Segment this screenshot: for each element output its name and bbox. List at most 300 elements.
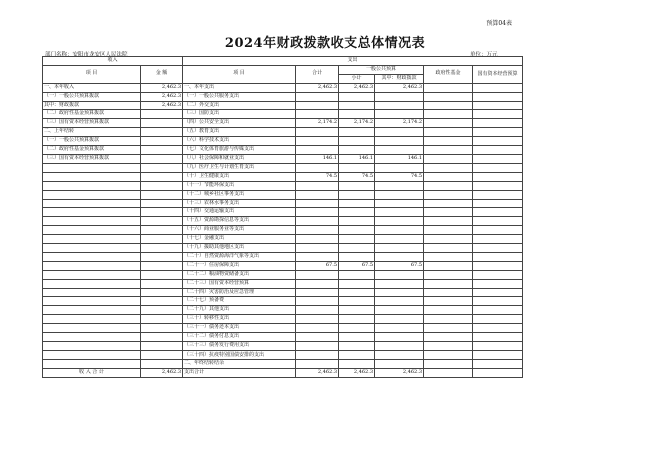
total-cell	[296, 146, 339, 155]
income-item-cell	[43, 306, 141, 315]
state-capital-cell	[473, 137, 523, 146]
table-row	[43, 208, 523, 217]
expense-item-cell: （三十）转移性支出	[183, 315, 296, 324]
income-amount-cell	[141, 217, 183, 226]
form-code: 预算04表	[486, 20, 512, 27]
expense-item-cell: （三十三）债务发行费用支出	[183, 342, 296, 351]
fiscal-cell	[375, 252, 424, 261]
fiscal-cell	[375, 279, 424, 288]
fiscal-cell	[375, 315, 424, 324]
gov-fund-cell	[424, 315, 473, 324]
income-amount-cell	[141, 306, 183, 315]
expense-item-cell: （十三）农林水事务支出	[183, 199, 296, 208]
table-row	[43, 110, 523, 119]
table-row	[43, 217, 523, 226]
income-item-cell	[43, 324, 141, 333]
state-capital-cell	[473, 333, 523, 342]
state-capital-cell	[473, 244, 523, 253]
total-cell	[296, 217, 339, 226]
table-row	[43, 119, 523, 128]
state-capital-cell	[473, 163, 523, 172]
fiscal-cell	[375, 333, 424, 342]
total-cell	[296, 101, 339, 110]
state-capital-cell	[473, 146, 523, 155]
expense-item-header: 项 目	[183, 65, 296, 83]
fiscal-cell	[375, 208, 424, 217]
expense-item-cell: （一）一般公共服务支出	[183, 92, 296, 101]
header-row-1	[43, 57, 523, 66]
state-capital-cell	[473, 315, 523, 324]
page-title: 2024年财政拨款收支总体情况表	[224, 36, 426, 51]
table-row	[43, 226, 523, 235]
total-header: 合计	[296, 65, 339, 83]
gov-fund-cell	[424, 244, 473, 253]
income-item-cell	[43, 342, 141, 351]
income-amount-cell	[141, 279, 183, 288]
fiscal-cell: 67.5	[375, 261, 424, 270]
table-row	[43, 163, 523, 172]
table-row	[43, 261, 523, 270]
table-row	[43, 172, 523, 181]
income-amount-cell	[141, 110, 183, 119]
fiscal-cell	[375, 235, 424, 244]
fiscal-cell	[375, 342, 424, 351]
state-capital-cell	[473, 252, 523, 261]
income-amount-cell	[141, 359, 183, 368]
expense-item-cell: （三十四）抗疫特别国债安排的支出	[183, 350, 296, 359]
income-item-cell: （一）一般公共预算拨款	[43, 137, 141, 146]
gov-fund-cell	[424, 217, 473, 226]
gov-fund-cell	[424, 199, 473, 208]
income-item-cell	[43, 288, 141, 297]
total-cell	[296, 190, 339, 199]
gov-fund-cell	[424, 288, 473, 297]
expense-item-cell: （五）教育支出	[183, 128, 296, 137]
income-amount-cell	[141, 181, 183, 190]
income-item-cell: （三）国有资本经营预算拨款	[43, 154, 141, 163]
table-row	[43, 235, 523, 244]
fiscal-cell	[375, 110, 424, 119]
subtotal-cell	[339, 110, 375, 119]
expense-item-cell: （六）科学技术支出	[183, 137, 296, 146]
table-row	[43, 146, 523, 155]
totals-row	[43, 368, 523, 377]
subtotal-cell: 2,174.2	[339, 119, 375, 128]
subtotal-cell	[339, 315, 375, 324]
income-item-cell	[43, 163, 141, 172]
total-cell	[296, 252, 339, 261]
state-capital-cell	[473, 119, 523, 128]
income-item-cell	[43, 244, 141, 253]
fiscal-cell	[375, 244, 424, 253]
table-row	[43, 128, 523, 137]
subtotal-cell	[339, 324, 375, 333]
state-capital-cell	[473, 324, 523, 333]
income-item-cell	[43, 359, 141, 368]
state-capital-cell	[473, 217, 523, 226]
fiscal-cell	[375, 190, 424, 199]
income-amount-cell	[141, 154, 183, 163]
state-capital-cell	[473, 199, 523, 208]
expense-item-cell: （二十四）灾害防治及应急管理	[183, 288, 296, 297]
expense-item-cell: （八）社会保障和就业支出	[183, 154, 296, 163]
subtotal-cell	[339, 244, 375, 253]
fiscal-total-amount: 2,462.3	[375, 368, 424, 377]
state-capital-cell	[473, 350, 523, 359]
income-amount-cell	[141, 146, 183, 155]
expense-item-cell: （三）国防支出	[183, 110, 296, 119]
fiscal-cell	[375, 163, 424, 172]
state-capital-cell	[473, 190, 523, 199]
subtotal-cell	[339, 306, 375, 315]
total-cell: 2,174.2	[296, 119, 339, 128]
subtotal-cell	[339, 146, 375, 155]
subtotal-header: 小计	[339, 74, 375, 83]
income-item-cell: 其中：财政拨款	[43, 101, 141, 110]
table-row	[43, 333, 523, 342]
state-capital-cell	[473, 359, 523, 368]
fiscal-cell	[375, 199, 424, 208]
fiscal-cell	[375, 181, 424, 190]
state-capital-cell	[473, 181, 523, 190]
income-item-cell	[43, 226, 141, 235]
expense-item-cell: （十）卫生健康支出	[183, 172, 296, 181]
income-amount-cell	[141, 226, 183, 235]
fiscal-cell	[375, 146, 424, 155]
gov-fund-cell	[424, 172, 473, 181]
fiscal-cell	[375, 137, 424, 146]
expense-item-cell: （十六）商业服务业等支出	[183, 226, 296, 235]
income-amount-cell	[141, 252, 183, 261]
subtotal-cell	[339, 190, 375, 199]
expense-item-cell: 一、本年支出	[183, 83, 296, 92]
subtotal-cell: 146.1	[339, 154, 375, 163]
total-cell	[296, 350, 339, 359]
table-row	[43, 359, 523, 368]
subtotal-cell	[339, 208, 375, 217]
income-amount-header: 金 额	[141, 65, 183, 83]
income-amount-cell	[141, 315, 183, 324]
gov-fund-cell	[424, 226, 473, 235]
state-capital-cell	[473, 342, 523, 351]
fiscal-cell	[375, 350, 424, 359]
gov-fund-cell	[424, 163, 473, 172]
subtotal-cell	[339, 279, 375, 288]
gov-fund-cell	[424, 101, 473, 110]
income-item-cell	[43, 190, 141, 199]
gov-fund-cell	[424, 181, 473, 190]
gov-fund-cell	[424, 359, 473, 368]
income-amount-cell	[141, 172, 183, 181]
gov-fund-cell	[424, 119, 473, 128]
budget-table	[42, 56, 523, 378]
subtotal-cell	[339, 252, 375, 261]
gov-fund-cell	[424, 146, 473, 155]
gov-fund-cell	[424, 110, 473, 119]
total-cell	[296, 288, 339, 297]
table-row	[43, 101, 523, 110]
general-budget-header: 一般公共预算	[339, 65, 424, 74]
subtotal-cell	[339, 359, 375, 368]
subtotal-cell	[339, 342, 375, 351]
department-label: 部门名称：安阳市龙安区人民法院	[45, 52, 128, 58]
state-capital-cell	[473, 92, 523, 101]
expense-item-cell: （十二）城乡社区事务支出	[183, 190, 296, 199]
income-item-cell	[43, 297, 141, 306]
gov-fund-cell	[424, 342, 473, 351]
gov-fund-cell	[424, 324, 473, 333]
total-cell: 2,462.3	[296, 83, 339, 92]
table-row	[43, 306, 523, 315]
subtotal-cell	[339, 92, 375, 101]
expense-item-cell: （十七）金融支出	[183, 235, 296, 244]
gov-fund-cell	[424, 190, 473, 199]
state-capital-cell	[473, 235, 523, 244]
expense-item-cell: （二十七）预备费	[183, 297, 296, 306]
fiscal-cell: 146.1	[375, 154, 424, 163]
total-cell	[296, 333, 339, 342]
income-amount-cell	[141, 163, 183, 172]
subtotal-cell	[339, 128, 375, 137]
total-cell	[296, 306, 339, 315]
fiscal-cell	[375, 288, 424, 297]
income-amount-cell	[141, 350, 183, 359]
expense-item-cell: （二十九）其他支出	[183, 306, 296, 315]
table-row	[43, 244, 523, 253]
table-body	[43, 83, 523, 368]
total-cell	[296, 128, 339, 137]
income-item-header: 项 目	[43, 65, 141, 83]
gov-fund-header: 政府性基金	[424, 65, 473, 83]
income-amount-cell	[141, 199, 183, 208]
fiscal-cell	[375, 306, 424, 315]
expense-item-cell: （二十一）住房保障支出	[183, 261, 296, 270]
expense-item-cell: （二十三）国有资本经营预算	[183, 279, 296, 288]
expense-header: 支出	[183, 57, 523, 66]
table-row	[43, 190, 523, 199]
income-amount-cell	[141, 342, 183, 351]
gov-fund-cell	[424, 333, 473, 342]
subtotal-cell	[339, 270, 375, 279]
expense-item-cell: （七）文化体育旅游与传媒支出	[183, 146, 296, 155]
fiscal-cell	[375, 270, 424, 279]
expense-item-cell: （二十二）粮油物资储备支出	[183, 270, 296, 279]
state-capital-cell	[473, 261, 523, 270]
expense-item-cell: （十四）交通运输支出	[183, 208, 296, 217]
table-row	[43, 181, 523, 190]
table-row	[43, 270, 523, 279]
table-row	[43, 252, 523, 261]
income-amount-cell	[141, 208, 183, 217]
gov-fund-cell	[424, 252, 473, 261]
subtotal-cell	[339, 350, 375, 359]
income-item-cell	[43, 208, 141, 217]
income-item-cell	[43, 350, 141, 359]
state-capital-total	[473, 368, 523, 377]
income-amount-cell	[141, 244, 183, 253]
expense-item-cell: （十五）资源勘探信息等支出	[183, 217, 296, 226]
income-amount-cell	[141, 270, 183, 279]
subtotal-cell	[339, 199, 375, 208]
total-cell	[296, 92, 339, 101]
subtotal-cell	[339, 226, 375, 235]
expense-item-cell: 二、年终结转结余	[183, 359, 296, 368]
expense-item-cell: （十九）援助其他地区支出	[183, 244, 296, 253]
subtotal-cell: 2,462.3	[339, 83, 375, 92]
income-amount-cell	[141, 137, 183, 146]
state-capital-cell	[473, 226, 523, 235]
income-item-cell	[43, 270, 141, 279]
gov-fund-cell	[424, 235, 473, 244]
income-item-cell	[43, 235, 141, 244]
income-amount-cell	[141, 235, 183, 244]
subtotal-cell: 67.5	[339, 261, 375, 270]
total-cell	[296, 244, 339, 253]
state-capital-cell	[473, 297, 523, 306]
expense-item-cell: （九）医疗卫生与计划生育支出	[183, 163, 296, 172]
fiscal-cell: 2,174.2	[375, 119, 424, 128]
subtotal-cell	[339, 137, 375, 146]
table-row	[43, 92, 523, 101]
income-item-cell: （二）政府性基金预算拨款	[43, 110, 141, 119]
subtotal-cell	[339, 288, 375, 297]
table-row	[43, 279, 523, 288]
state-capital-cell	[473, 279, 523, 288]
subtotal-cell	[339, 181, 375, 190]
table-row	[43, 324, 523, 333]
income-amount-cell	[141, 261, 183, 270]
table-row	[43, 83, 523, 92]
fiscal-cell: 74.5	[375, 172, 424, 181]
table-row	[43, 199, 523, 208]
fiscal-cell	[375, 101, 424, 110]
total-cell	[296, 137, 339, 146]
income-item-cell	[43, 279, 141, 288]
table-row	[43, 154, 523, 163]
income-amount-cell: 2,462.3	[141, 101, 183, 110]
fiscal-cell	[375, 217, 424, 226]
total-cell	[296, 181, 339, 190]
total-cell	[296, 279, 339, 288]
state-capital-cell	[473, 208, 523, 217]
gov-fund-cell	[424, 261, 473, 270]
total-cell	[296, 315, 339, 324]
state-capital-header: 国有资本经营预算	[473, 65, 523, 83]
state-capital-cell	[473, 101, 523, 110]
expense-item-cell: （二十）自然资源海洋气象等支出	[183, 252, 296, 261]
expense-total-label: 支出合计	[183, 368, 296, 377]
income-item-cell	[43, 181, 141, 190]
income-amount-cell: 2,462.3	[141, 92, 183, 101]
gov-fund-cell	[424, 279, 473, 288]
gov-fund-cell	[424, 128, 473, 137]
table-row	[43, 288, 523, 297]
gov-fund-cell	[424, 306, 473, 315]
total-cell	[296, 324, 339, 333]
income-item-cell: （三）国有资本经营预算拨款	[43, 119, 141, 128]
fiscal-cell	[375, 226, 424, 235]
income-item-cell	[43, 217, 141, 226]
income-item-cell: （二）政府性基金预算拨款	[43, 146, 141, 155]
state-capital-cell	[473, 172, 523, 181]
income-amount-cell	[141, 190, 183, 199]
total-cell	[296, 235, 339, 244]
income-item-cell	[43, 261, 141, 270]
state-capital-cell	[473, 270, 523, 279]
subtotal-cell	[339, 101, 375, 110]
subtotal-cell	[339, 235, 375, 244]
income-item-cell: 二、上年结转	[43, 128, 141, 137]
subtotal-total-amount: 2,462.3	[339, 368, 375, 377]
state-capital-cell	[473, 288, 523, 297]
gov-fund-cell	[424, 137, 473, 146]
total-cell	[296, 199, 339, 208]
expense-item-cell: （三十二）债务付息支出	[183, 333, 296, 342]
income-amount-cell	[141, 128, 183, 137]
gov-fund-cell	[424, 297, 473, 306]
expense-item-cell: （三十一）债务还本支出	[183, 324, 296, 333]
total-cell: 67.5	[296, 261, 339, 270]
subtotal-cell	[339, 163, 375, 172]
income-item-cell: （一）一般公共预算拨款	[43, 92, 141, 101]
expense-item-cell: （二）外交支出	[183, 101, 296, 110]
total-cell: 74.5	[296, 172, 339, 181]
income-item-cell	[43, 315, 141, 324]
fiscal-cell	[375, 324, 424, 333]
table-row	[43, 315, 523, 324]
income-amount-cell: 2,462.3	[141, 83, 183, 92]
subtotal-cell	[339, 333, 375, 342]
income-item-cell	[43, 172, 141, 181]
income-header: 收入	[43, 57, 183, 66]
fiscal-cell	[375, 359, 424, 368]
state-capital-cell	[473, 306, 523, 315]
gov-fund-cell	[424, 208, 473, 217]
income-amount-cell	[141, 297, 183, 306]
total-cell	[296, 226, 339, 235]
gov-fund-cell	[424, 154, 473, 163]
total-cell	[296, 270, 339, 279]
fiscal-cell	[375, 297, 424, 306]
total-cell: 146.1	[296, 154, 339, 163]
income-amount-cell	[141, 324, 183, 333]
income-amount-cell	[141, 333, 183, 342]
subtotal-cell	[339, 217, 375, 226]
total-cell	[296, 342, 339, 351]
expense-item-cell: （四）公共安全支出	[183, 119, 296, 128]
expense-item-cell: （十一）节能环保支出	[183, 181, 296, 190]
gov-fund-total	[424, 368, 473, 377]
total-cell	[296, 359, 339, 368]
income-total-amount: 2,462.3	[141, 368, 183, 377]
income-item-cell: 一、本年收入	[43, 83, 141, 92]
income-item-cell	[43, 252, 141, 261]
total-cell	[296, 297, 339, 306]
gov-fund-cell	[424, 350, 473, 359]
income-amount-cell	[141, 288, 183, 297]
gov-fund-cell	[424, 83, 473, 92]
unit-label: 单位：万元	[470, 52, 498, 58]
subtotal-cell	[339, 297, 375, 306]
fiscal-cell	[375, 92, 424, 101]
table-row	[43, 137, 523, 146]
expense-total-amount: 2,462.3	[296, 368, 339, 377]
income-total-label: 收 入 合 计	[43, 368, 141, 377]
gov-fund-cell	[424, 92, 473, 101]
state-capital-cell	[473, 110, 523, 119]
fiscal-cell: 2,462.3	[375, 83, 424, 92]
total-cell	[296, 163, 339, 172]
